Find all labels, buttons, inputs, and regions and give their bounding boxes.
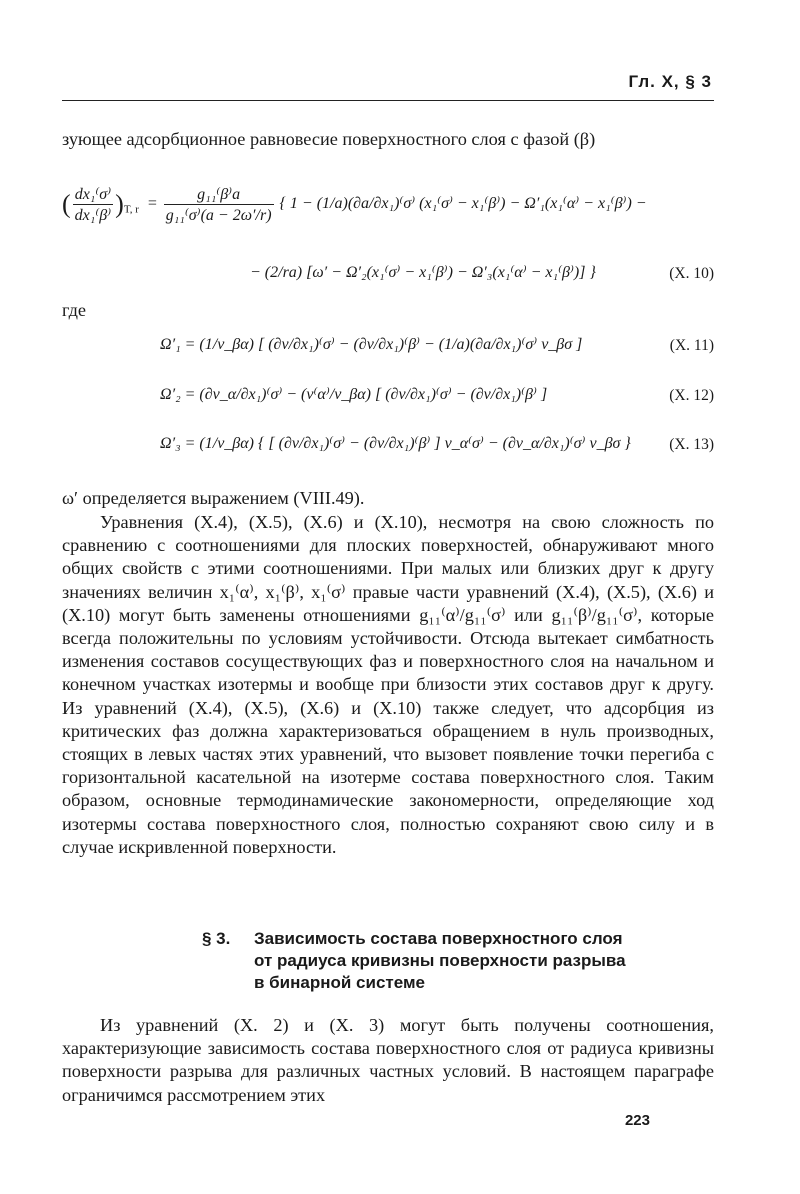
body-paragraph-1: Уравнения (X.4), (X.5), (X.6) и (X.10), несмотря на свою сложность по сравнению с соотношениями для плоских поверхностей, обнаруживают много общих свойств с этими соотношениями. При малых или близких друг к другу значениях величин x₁⁽α⁾, x₁⁽β⁾, x₁⁽σ⁾ правые части уравнений (X.4), (X.5), (X.6) и (X.10) могут быть заменены отношениями g₁₁⁽α⁾/g₁₁⁽σ⁾ или g₁₁⁽β⁾/g₁₁⁽σ⁾, которые всегда положительны по условиям устойчивости. Отсюда вытекает симбатность изменения составов сосуществующих фаз и поверхностного слоя на начальном и конечном участках изотермы и вообще при близости этих составов друг к другу. Из уравнений (X.4), (X.5), (X.6) и (X.10) также следует, что адсорбция из критических фаз должна характеризоваться обращением в нуль производных, стоящих в левых частях этих уравнений, что вызовет появление точки перегиба с горизонтальной касательной на изотерме состава поверхностного слоя. Таким образом, основные термодинамические закономерности, определяющие ход изотермы состава поверхностного слоя, полностью сохраняют свою силу и в случае искривленной поверхности. [62, 512, 714, 857]
equation-x11: Ω′₁ = (1/v_βα) [ (∂v/∂x₁)⁽σ⁾ − (∂v/∂x₁)⁽β⁾ − (1/a)(∂a/∂x₁)⁽σ⁾ v_βσ ] [160, 336, 583, 353]
section-title-line1: Зависимость состава поверхностного слоя [254, 929, 623, 948]
equation-number-x10: (X. 10) [669, 265, 714, 282]
omega-definition-line: ω′ определяется выражением (VIII.49). [62, 488, 365, 508]
intro-text: зующее адсорбционное равновесие поверхностного слоя с фазой (β) [62, 129, 596, 149]
equation-number-x11: (X. 11) [669, 337, 714, 354]
section-title-line2: от радиуса кривизны поверхности разрыва [254, 951, 626, 970]
equation-x10-line2: − (2/ra) [ω′ − Ω′₂(x₁⁽σ⁾ − x₁⁽β⁾) − Ω′₃(x₁⁽α⁾ − x₁⁽β⁾)] } [250, 264, 596, 281]
eq10-line1-body: { 1 − (1/a)(∂a/∂x₁)⁽σ⁾ (x₁⁽σ⁾ − x₁⁽β⁾) − Ω′₁(x₁⁽α⁾ − x₁⁽β⁾) − [279, 195, 647, 213]
equation-number-x13: (X. 13) [669, 436, 714, 453]
section-title-line3: в бинарной системе [254, 973, 426, 992]
equation-x13: Ω′₃ = (1/v_βα) { [ (∂v/∂x₁)⁽σ⁾ − (∂v/∂x₁)⁽β⁾ ] v_α⁽σ⁾ − (∂v_α/∂x₁)⁽σ⁾ v_βσ } [160, 435, 631, 452]
body-paragraph-2: Из уравнений (X. 2) и (X. 3) могут быть получены соотношения, характеризующие зависимость состава поверхностного слоя от радиуса кривизны поверхности разрыва для различных частных условий. В настоящем параграфе ограничимся рассмотрением этих [62, 1015, 714, 1105]
running-head: Гл. X, § 3 [628, 72, 712, 91]
section-heading [202, 928, 702, 994]
eq10-rhs-numerator: g₁₁⁽β⁾a [164, 184, 274, 205]
where-label: где [62, 300, 87, 320]
eq10-lhs-denominator: dx₁⁽β⁾ [74, 207, 112, 224]
eq10-lhs-subscript: T, r [123, 203, 139, 216]
page-number: 223 [624, 1112, 650, 1129]
header-rule [62, 100, 714, 101]
equation-x12: Ω′₂ = (∂v_α/∂x₁)⁽σ⁾ − (v⁽α⁾/v_βα) [ (∂v/∂x₁)⁽σ⁾ − (∂v/∂x₁)⁽β⁾ ] [160, 386, 548, 403]
eq10-rhs-denominator: g₁₁⁽σ⁾(a − 2ω′/r) [165, 207, 272, 224]
section-number: § 3. [202, 929, 231, 948]
equation-number-x12: (X. 12) [669, 387, 714, 404]
eq10-lhs-numerator: dx₁⁽σ⁾ [73, 184, 114, 205]
equation-x10-line1: ( $\frac{\text{dx₁⁽σ⁾}}{\text{dx₁⁽β⁾}}$ )$_{T, r}$ = $\frac{\text{g₁₁⁽β⁾a}}{\text{g₁₁⁽σ⁾(a − 2ω′/r)}}$ { 1 − (1/a)(∂a/∂x₁)⁽σ⁾ (x₁⁽σ⁾ − x₁⁽β⁾) − Ω′₁(x₁⁽α⁾ − x₁⁽β⁾) − [62, 186, 647, 224]
